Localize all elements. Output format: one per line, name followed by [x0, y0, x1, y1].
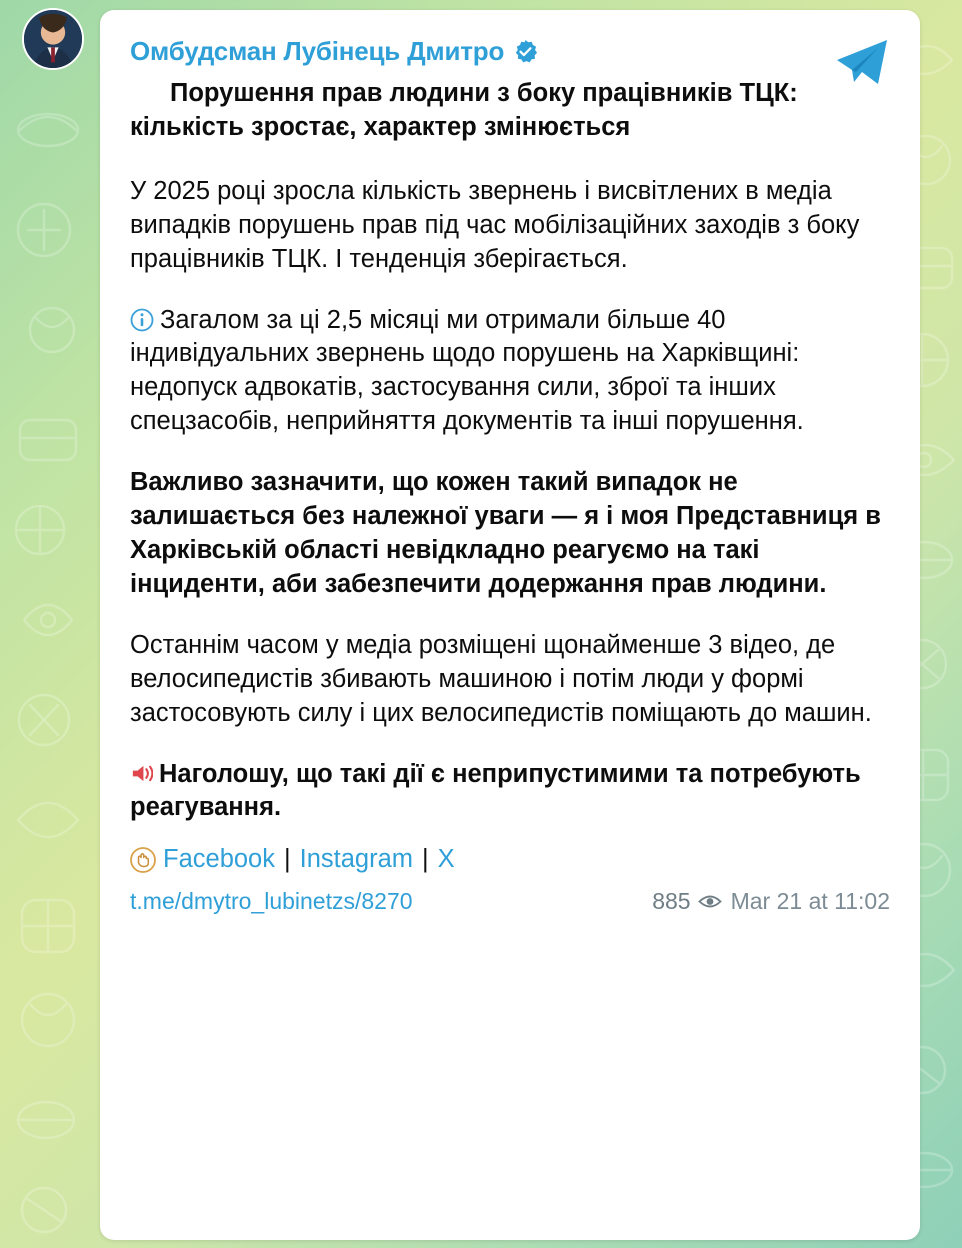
post-footer [130, 884, 890, 915]
avatar [22, 8, 84, 70]
post-paragraph-4: Останнім часом у медіа розміщені щонайменше 3 відео, де велосипедистів збивають машиною і потім люди у формі застосовують силу і цих велосипедистів поміщають до машин. [130, 630, 872, 727]
post-body [130, 77, 890, 825]
social-links-row [130, 845, 890, 874]
verified-badge-icon [513, 39, 538, 64]
channel-name[interactable]: Омбудсман Лубінець Дмитро [130, 36, 505, 66]
post-paragraph-2-wrapper [130, 304, 890, 440]
post-permalink[interactable]: t.me/dmytro_lubinetzs/8270 [130, 888, 413, 915]
x-link[interactable]: X [437, 845, 455, 874]
link-separator-2: | [422, 845, 429, 874]
post-headline: Порушення прав людини з боку працівників ТЦК: кількість зростає, характер змінюється [130, 79, 798, 141]
telegram-icon [834, 36, 890, 88]
telegram-post-card [100, 10, 920, 1240]
post-date: Mar 21 at 11:02 [730, 888, 890, 915]
channel-header [130, 36, 890, 67]
post-paragraph-5-wrapper [130, 758, 890, 826]
post-paragraph-3: Важливо зазначити, що кожен такий випадок не залишається без належної уваги — я і моя Представниця в Харківській області невідкладно реагуємо на такі інциденти, аби забезпечити додержання прав людини. [130, 468, 881, 598]
loudspeaker-icon [130, 762, 153, 785]
view-count [652, 888, 721, 915]
post-paragraph-1: У 2025 році зросла кількість звернень і висвітлених в медіа випадків порушень прав під час мобілізаційних заходів з боку працівників ТЦК. І тенденція зберігається. [130, 176, 860, 273]
eye-icon [698, 893, 722, 910]
post-meta [652, 888, 890, 915]
instagram-link[interactable]: Instagram [299, 845, 414, 874]
post-paragraph-5: Наголошу, що такі дії є неприпустимими та потребують реагування. [130, 759, 861, 822]
raised-hand-icon [130, 847, 156, 873]
link-separator-1: | [284, 845, 291, 874]
facebook-link[interactable]: Facebook [163, 845, 275, 874]
view-count-value: 885 [652, 888, 691, 915]
post-paragraph-2: Загалом за ці 2,5 місяці ми отримали більше 40 індивідуальних звернень щодо порушень на Харківщині: недопуск адвокатів, застосування сили, зброї та інших спецзасобів, неприйняття документів та інші порушення. [130, 305, 804, 436]
info-icon [130, 308, 154, 332]
